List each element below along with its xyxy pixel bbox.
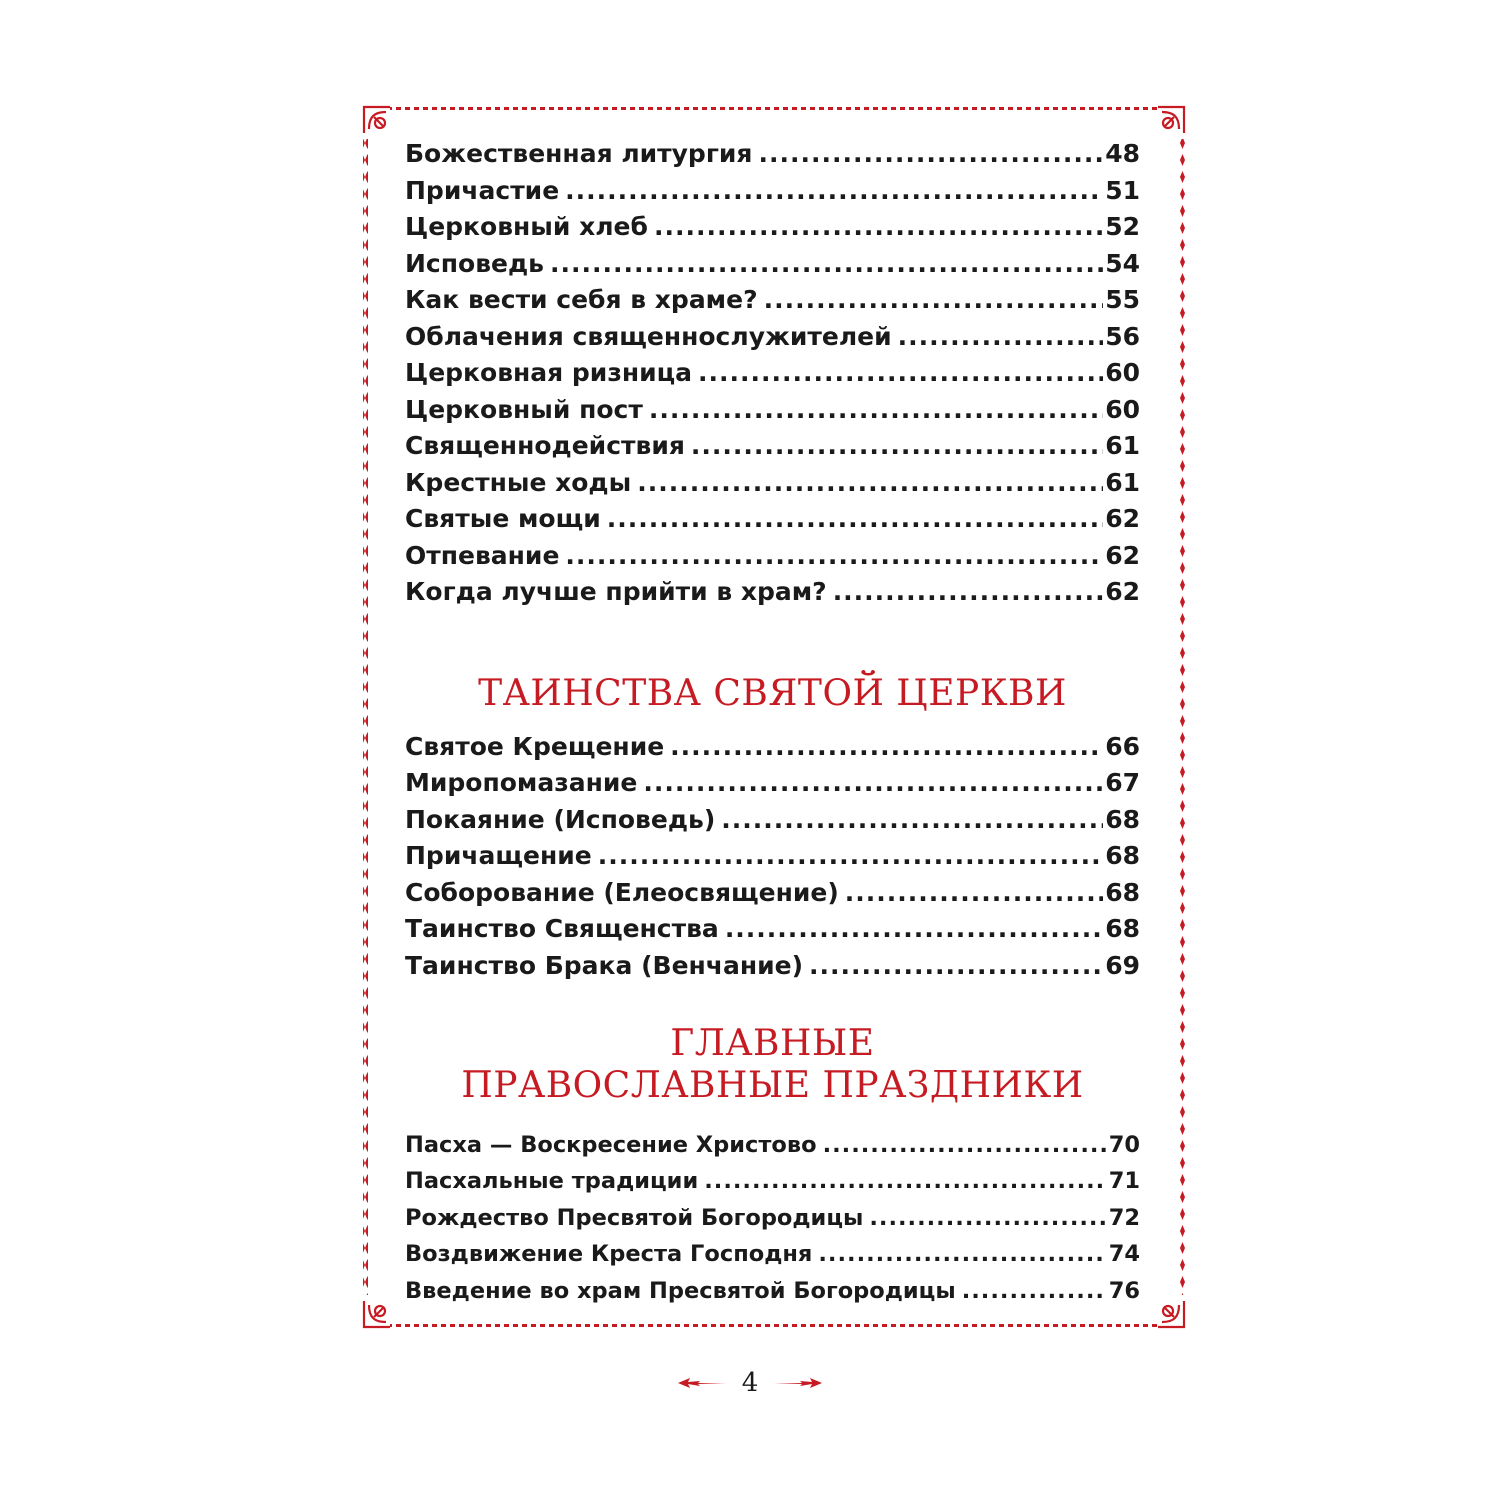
toc-entry	[405, 501, 1140, 538]
dot-leader	[809, 948, 1103, 985]
toc-entry-page: 74	[1108, 1241, 1140, 1268]
toc-entry-page: 68	[1105, 804, 1140, 834]
toc-entry-title: Крестные ходы	[405, 467, 632, 497]
toc-entry-title: Церковная ризница	[405, 358, 693, 387]
toc-entry	[405, 911, 1140, 948]
dot-leader	[833, 574, 1104, 611]
dot-leader	[643, 765, 1103, 802]
toc-entry-page: 60	[1105, 394, 1140, 424]
toc-entry	[405, 1163, 1140, 1200]
toc-entry-title: Введение во храм Пресвятой Богородицы	[405, 1278, 956, 1305]
corner-ornament-bottom-left	[364, 1301, 390, 1327]
dot-leader	[758, 136, 1103, 173]
dot-leader	[898, 319, 1104, 356]
dot-leader	[670, 729, 1103, 766]
toc-entry-page: 62	[1105, 577, 1140, 606]
toc-entry-title: Рождество Пресвятой Богородицы	[405, 1204, 864, 1231]
heading-line-1: ГЛАВНЫЕ	[670, 1022, 875, 1064]
border-left	[363, 139, 368, 1295]
toc-entry	[405, 246, 1140, 283]
corner-ornament-top-right	[1158, 107, 1184, 133]
toc-entry	[405, 319, 1140, 356]
toc-section-1	[405, 136, 1140, 611]
toc-entry	[405, 1127, 1140, 1164]
toc-entry-page: 71	[1108, 1168, 1140, 1195]
dot-leader	[565, 173, 1103, 210]
toc-entry	[405, 802, 1140, 839]
toc-entry-title: Таинство Брака (Венчание)	[405, 951, 803, 981]
toc-entry-title: Пасха — Воскресение Христово	[405, 1131, 817, 1158]
toc-entry-page: 62	[1105, 504, 1140, 533]
dot-leader	[637, 465, 1103, 502]
toc-entry-title: Церковный пост	[405, 394, 643, 424]
toc-entry	[405, 173, 1140, 210]
toc-entry-title: Божественная литургия	[405, 139, 753, 168]
toc-entry-page: 61	[1105, 431, 1140, 460]
dot-leader	[818, 1236, 1106, 1273]
corner-ornament-bottom-right	[1158, 1301, 1184, 1327]
toc-entry	[405, 428, 1140, 465]
dot-leader	[565, 538, 1103, 575]
dot-leader	[654, 209, 1103, 246]
toc-entry-title: Святое Крещение	[405, 731, 665, 761]
toc-entry-title: Покаяние (Исповедь)	[405, 804, 716, 834]
toc-entry-page: 67	[1105, 768, 1140, 798]
toc-entry-page: 76	[1108, 1278, 1140, 1305]
toc-entry-title: Таинство Священства	[405, 914, 719, 944]
toc-entry-page: 69	[1105, 951, 1140, 981]
toc-entry-page: 51	[1105, 175, 1140, 205]
corner-ornament-top-left	[364, 107, 390, 133]
toc-entry-title: Облачения священнослужителей	[405, 321, 892, 351]
page-number: 4	[741, 1368, 759, 1398]
toc-entry	[405, 574, 1140, 611]
dot-leader	[764, 282, 1104, 319]
flourish-right-icon	[772, 1376, 824, 1390]
toc-entry-page: 68	[1105, 841, 1140, 871]
toc-entry	[405, 765, 1140, 802]
toc-entry-title: Священнодействия	[405, 431, 685, 460]
toc-entry-page: 54	[1105, 248, 1140, 278]
toc-entry	[405, 875, 1140, 912]
toc-entry-page: 66	[1105, 731, 1140, 761]
toc-entry-title: Причащение	[405, 841, 592, 871]
toc-entry	[405, 465, 1140, 502]
dot-leader	[869, 1200, 1106, 1237]
toc-entry-page: 61	[1105, 467, 1140, 497]
toc-entry	[405, 392, 1140, 429]
toc-entry-title: Воздвижение Креста Господня	[405, 1241, 813, 1268]
toc-entry	[405, 282, 1140, 319]
toc-entry-page: 56	[1105, 321, 1140, 351]
toc-entry-page: 68	[1105, 914, 1140, 944]
dot-leader	[698, 355, 1103, 392]
toc-entry-title: Церковный хлеб	[405, 212, 648, 241]
toc-entry	[405, 948, 1140, 985]
flourish-left-icon	[676, 1376, 728, 1390]
toc-entry	[405, 1273, 1140, 1310]
dot-leader	[725, 911, 1103, 948]
toc-entry-title: Когда лучше прийти в храм?	[405, 577, 827, 606]
toc-section-2	[405, 729, 1140, 985]
toc-entry-page: 62	[1105, 540, 1140, 570]
toc-entry-title: Пасхальные традиции	[405, 1168, 699, 1195]
dot-leader	[550, 246, 1103, 283]
toc-entry-title: Отпевание	[405, 540, 560, 570]
dot-leader	[823, 1127, 1107, 1164]
border-right	[1180, 139, 1185, 1295]
heading-line-2: ПРАВОСЛАВНЫЕ ПРАЗДНИКИ	[461, 1064, 1084, 1106]
border-bottom	[390, 1324, 1158, 1327]
toc-entry-page: 52	[1105, 212, 1140, 241]
border-top	[390, 107, 1158, 110]
dot-leader	[962, 1273, 1107, 1310]
dot-leader	[649, 392, 1103, 429]
toc-entry-page: 68	[1105, 877, 1140, 907]
section-heading-holidays	[405, 1023, 1140, 1107]
toc-entry	[405, 355, 1140, 392]
toc-entry-title: Исповедь	[405, 248, 544, 278]
toc-entry	[405, 136, 1140, 173]
toc-entry-page: 72	[1108, 1204, 1140, 1231]
dot-leader	[598, 838, 1103, 875]
toc-entry-title: Как вести себя в храме?	[405, 285, 758, 314]
toc-entry	[405, 538, 1140, 575]
toc-entry	[405, 729, 1140, 766]
dot-leader	[607, 501, 1103, 538]
toc-entry-title: Святые мощи	[405, 504, 601, 533]
toc-entry-title: Миропомазание	[405, 768, 638, 798]
table-of-contents	[405, 136, 1140, 1310]
toc-entry-title: Причастие	[405, 175, 560, 205]
toc-entry	[405, 1200, 1140, 1237]
dot-leader	[845, 875, 1103, 912]
toc-entry	[405, 209, 1140, 246]
toc-entry-page: 48	[1105, 139, 1140, 168]
toc-entry-title: Соборование (Елеосвящение)	[405, 877, 839, 907]
toc-entry	[405, 1236, 1140, 1273]
toc-section-3	[405, 1127, 1140, 1310]
dot-leader	[691, 428, 1103, 465]
dot-leader	[704, 1163, 1106, 1200]
toc-entry-page: 60	[1105, 358, 1140, 387]
toc-entry	[405, 838, 1140, 875]
section-heading-sacraments: ТАИНСТВА СВЯТОЙ ЦЕРКВИ	[478, 672, 1067, 714]
toc-entry-page: 70	[1108, 1131, 1140, 1158]
toc-entry-page: 55	[1105, 285, 1140, 314]
page-footer	[0, 1368, 1500, 1398]
dot-leader	[721, 802, 1103, 839]
